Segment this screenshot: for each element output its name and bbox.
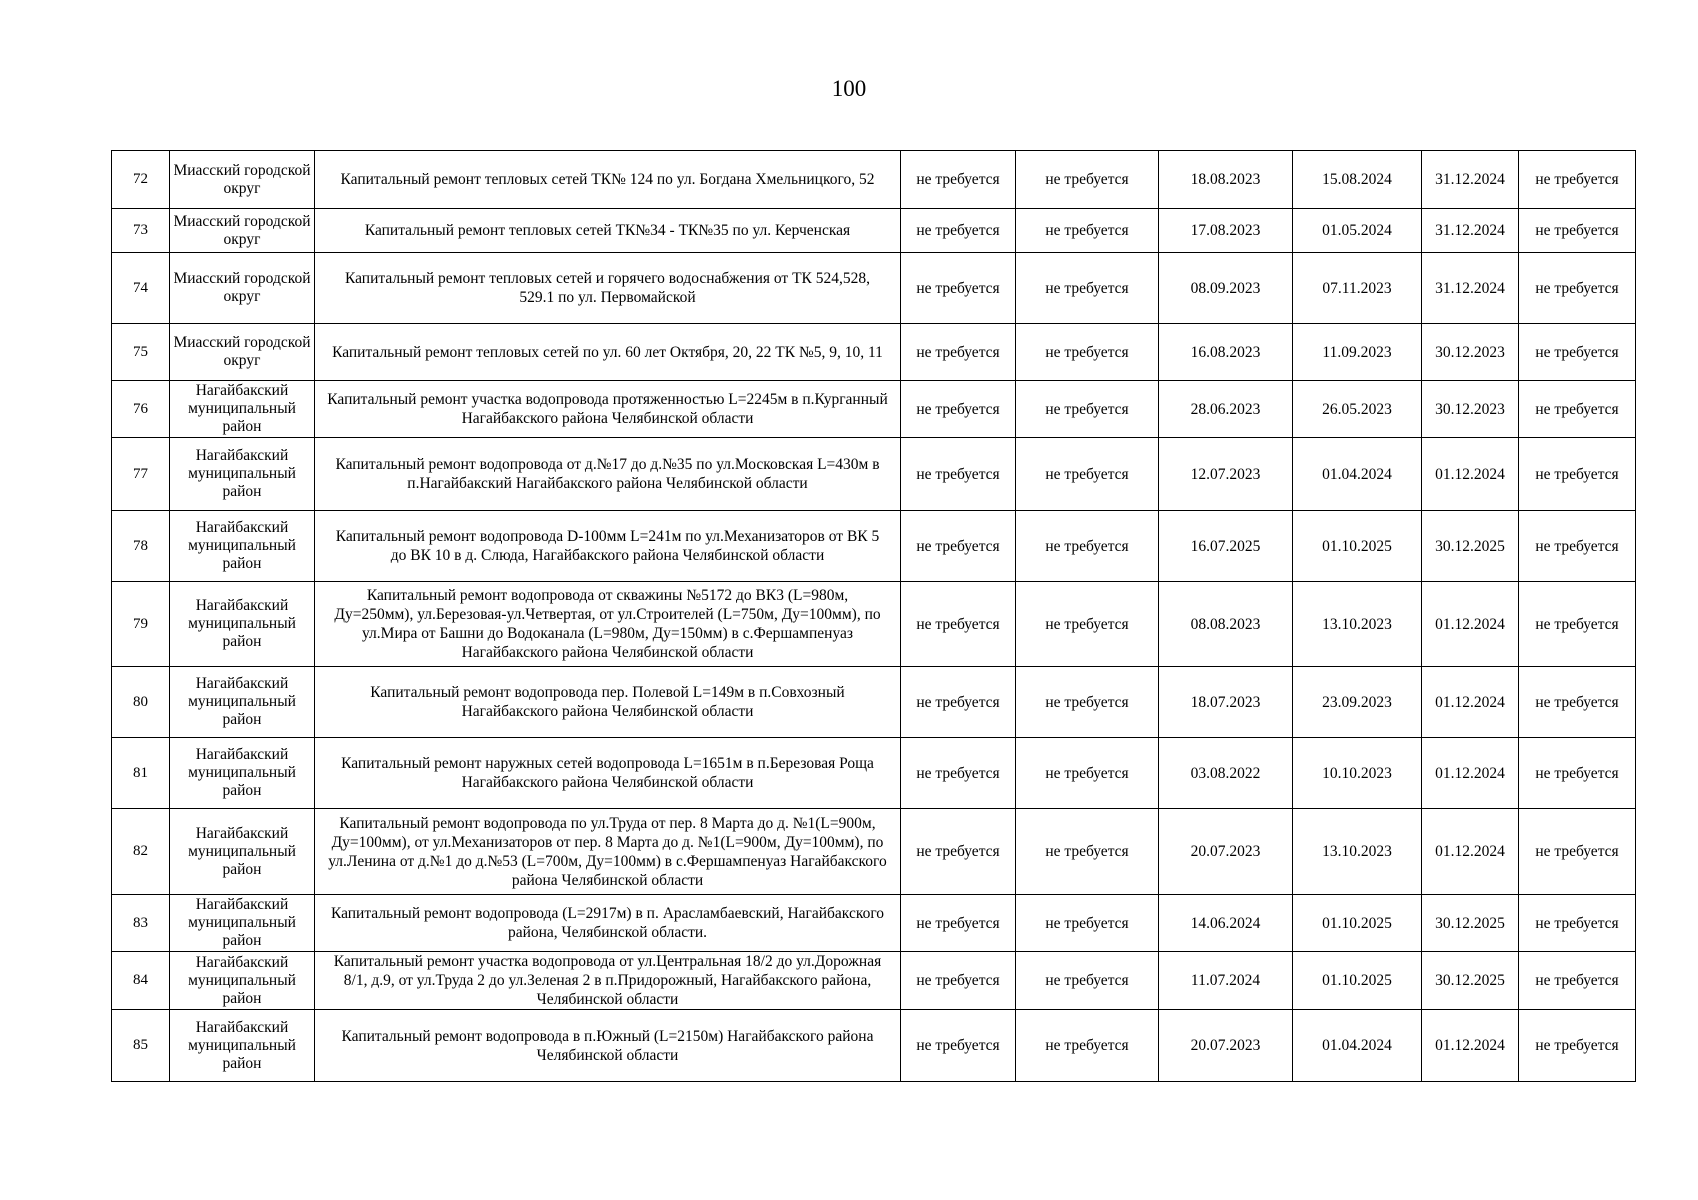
description-cell: Капитальный ремонт тепловых сетей по ул. 60 лет Октября, 20, 22 ТК №5, 9, 10, 11 [315,324,901,381]
district-cell: Нагайбакский муниципальный район [170,438,315,511]
status-cell: не требуется [1016,381,1159,438]
description-cell: Капитальный ремонт тепловых сетей ТК№ 124 по ул. Богдана Хмельницкого, 52 [315,151,901,209]
table-row [112,324,1636,381]
district-cell: Миасский городской округ [170,253,315,324]
table-row [112,438,1636,511]
status-cell: не требуется [1519,952,1636,1010]
date-cell: 01.04.2024 [1293,1010,1422,1082]
date-cell: 01.10.2025 [1293,895,1422,952]
row-number: 81 [112,738,170,809]
row-number: 72 [112,151,170,209]
date-cell: 13.10.2023 [1293,809,1422,895]
status-cell: не требуется [1519,381,1636,438]
date-cell: 01.12.2024 [1422,1010,1519,1082]
date-cell: 03.08.2022 [1159,738,1293,809]
district-cell: Миасский городской округ [170,209,315,253]
district-cell: Нагайбакский муниципальный район [170,738,315,809]
description-cell: Капитальный ремонт водопровода D-100мм L=241м по ул.Механизаторов от ВК 5 до ВК 10 в д. Слюда, Нагайбакского района Челябинской области [315,511,901,582]
status-cell: не требуется [901,209,1016,253]
status-cell: не требуется [901,253,1016,324]
status-cell: не требуется [1519,895,1636,952]
row-number: 77 [112,438,170,511]
date-cell: 13.10.2023 [1293,582,1422,667]
table-row [112,809,1636,895]
status-cell: не требуется [901,738,1016,809]
status-cell: не требуется [1519,438,1636,511]
row-number: 82 [112,809,170,895]
row-number: 85 [112,1010,170,1082]
date-cell: 17.08.2023 [1159,209,1293,253]
date-cell: 18.08.2023 [1159,151,1293,209]
status-cell: не требуется [901,151,1016,209]
status-cell: не требуется [901,952,1016,1010]
date-cell: 11.09.2023 [1293,324,1422,381]
district-cell: Нагайбакский муниципальный район [170,381,315,438]
status-cell: не требуется [1016,511,1159,582]
table-row [112,895,1636,952]
status-cell: не требуется [901,438,1016,511]
row-number: 76 [112,381,170,438]
description-cell: Капитальный ремонт участка водопровода протяженностью L=2245м в п.Курганный Нагайбакского района Челябинской области [315,381,901,438]
description-cell: Капитальный ремонт водопровода пер. Полевой L=149м в п.Совхозный Нагайбакского района Челябинской области [315,667,901,738]
status-cell: не требуется [1016,582,1159,667]
repair-schedule-table [111,150,1636,1082]
district-cell: Нагайбакский муниципальный район [170,895,315,952]
description-cell: Капитальный ремонт водопровода (L=2917м) в п. Арасламбаевский, Нагайбакского района, Челябинской области. [315,895,901,952]
date-cell: 08.08.2023 [1159,582,1293,667]
table-row [112,1010,1636,1082]
date-cell: 30.12.2023 [1422,381,1519,438]
table-row [112,952,1636,1010]
date-cell: 20.07.2023 [1159,1010,1293,1082]
date-cell: 12.07.2023 [1159,438,1293,511]
date-cell: 01.05.2024 [1293,209,1422,253]
date-cell: 31.12.2024 [1422,253,1519,324]
description-cell: Капитальный ремонт водопровода от скважины №5172 до ВК3 (L=980м, Ду=250мм), ул.Березовая-ул.Четвертая, от ул.Строителей (L=750м, Ду=100мм), по ул.Мира от Башни до Водоканала (L=980м, Ду=150мм) в с.Фершампенуаз Нагайбакского района Челябинской области [315,582,901,667]
page-number: 100 [831,76,867,101]
status-cell: не требуется [1519,253,1636,324]
district-cell: Нагайбакский муниципальный район [170,1010,315,1082]
date-cell: 23.09.2023 [1293,667,1422,738]
row-number: 73 [112,209,170,253]
date-cell: 16.08.2023 [1159,324,1293,381]
row-number: 80 [112,667,170,738]
description-cell: Капитальный ремонт участка водопровода от ул.Центральная 18/2 до ул.Дорожная 8/1, д.9, от ул.Труда 2 до ул.Зеленая 2 в п.Придорожный, Нагайбакского района, Челябинской области [315,952,901,1010]
status-cell: не требуется [901,1010,1016,1082]
district-cell: Миасский городской округ [170,324,315,381]
date-cell: 15.08.2024 [1293,151,1422,209]
status-cell: не требуется [1016,809,1159,895]
district-cell: Нагайбакский муниципальный район [170,582,315,667]
date-cell: 30.12.2023 [1422,324,1519,381]
date-cell: 01.10.2025 [1293,511,1422,582]
district-cell: Нагайбакский муниципальный район [170,809,315,895]
date-cell: 20.07.2023 [1159,809,1293,895]
date-cell: 26.05.2023 [1293,381,1422,438]
date-cell: 08.09.2023 [1159,253,1293,324]
date-cell: 07.11.2023 [1293,253,1422,324]
status-cell: не требуется [1519,667,1636,738]
status-cell: не требуется [901,809,1016,895]
status-cell: не требуется [1016,209,1159,253]
description-cell: Капитальный ремонт водопровода от д.№17 до д.№35 по ул.Московская L=430м в п.Нагайбакский Нагайбакского района Челябинской области [315,438,901,511]
description-cell: Капитальный ремонт тепловых сетей и горячего водоснабжения от ТК 524,528, 529.1 по ул. Первомайской [315,253,901,324]
table-row [112,209,1636,253]
status-cell: не требуется [1519,324,1636,381]
status-cell: не требуется [1016,151,1159,209]
date-cell: 14.06.2024 [1159,895,1293,952]
district-cell: Миасский городской округ [170,151,315,209]
table-row [112,738,1636,809]
status-cell: не требуется [1519,511,1636,582]
row-number: 74 [112,253,170,324]
date-cell: 01.12.2024 [1422,582,1519,667]
row-number: 83 [112,895,170,952]
date-cell: 01.04.2024 [1293,438,1422,511]
status-cell: не требуется [1016,1010,1159,1082]
table-row [112,667,1636,738]
date-cell: 18.07.2023 [1159,667,1293,738]
row-number: 84 [112,952,170,1010]
date-cell: 28.06.2023 [1159,381,1293,438]
status-cell: не требуется [1016,738,1159,809]
status-cell: не требуется [1016,253,1159,324]
status-cell: не требуется [1016,438,1159,511]
row-number: 78 [112,511,170,582]
status-cell: не требуется [901,667,1016,738]
date-cell: 31.12.2024 [1422,151,1519,209]
table-row [112,253,1636,324]
row-number: 79 [112,582,170,667]
status-cell: не требуется [901,582,1016,667]
status-cell: не требуется [1519,151,1636,209]
date-cell: 01.12.2024 [1422,438,1519,511]
status-cell: не требуется [901,895,1016,952]
date-cell: 01.12.2024 [1422,809,1519,895]
date-cell: 30.12.2025 [1422,895,1519,952]
status-cell: не требуется [1016,952,1159,1010]
description-cell: Капитальный ремонт тепловых сетей ТК№34 - ТК№35 по ул. Керченская [315,209,901,253]
table-row [112,511,1636,582]
district-cell: Нагайбакский муниципальный район [170,667,315,738]
district-cell: Нагайбакский муниципальный район [170,952,315,1010]
status-cell: не требуется [1519,582,1636,667]
date-cell: 10.10.2023 [1293,738,1422,809]
status-cell: не требуется [901,381,1016,438]
description-cell: Капитальный ремонт водопровода по ул.Труда от пер. 8 Марта до д. №1(L=900м, Ду=100мм), от ул.Механизаторов от пер. 8 Марта до д. №1(L=900м, Ду=100мм), по ул.Ленина от д.№1 до д.№53 (L=700м, Ду=100мм) в с.Фершампенуаз Нагайбакского района Челябинской области [315,809,901,895]
status-cell: не требуется [1519,738,1636,809]
description-cell: Капитальный ремонт наружных сетей водопровода L=1651м в п.Березовая Роща Нагайбакского района Челябинской области [315,738,901,809]
table-row [112,381,1636,438]
description-cell: Капитальный ремонт водопровода в п.Южный (L=2150м) Нагайбакского района Челябинской области [315,1010,901,1082]
row-number: 75 [112,324,170,381]
date-cell: 30.12.2025 [1422,952,1519,1010]
status-cell: не требуется [901,324,1016,381]
table-row [112,582,1636,667]
date-cell: 01.10.2025 [1293,952,1422,1010]
table-row [112,151,1636,209]
status-cell: не требуется [1519,209,1636,253]
status-cell: не требуется [1016,667,1159,738]
status-cell: не требуется [1519,1010,1636,1082]
date-cell: 01.12.2024 [1422,667,1519,738]
date-cell: 31.12.2024 [1422,209,1519,253]
status-cell: не требуется [1519,809,1636,895]
status-cell: не требуется [1016,324,1159,381]
date-cell: 11.07.2024 [1159,952,1293,1010]
date-cell: 01.12.2024 [1422,738,1519,809]
status-cell: не требуется [901,511,1016,582]
status-cell: не требуется [1016,895,1159,952]
district-cell: Нагайбакский муниципальный район [170,511,315,582]
date-cell: 16.07.2025 [1159,511,1293,582]
date-cell: 30.12.2025 [1422,511,1519,582]
